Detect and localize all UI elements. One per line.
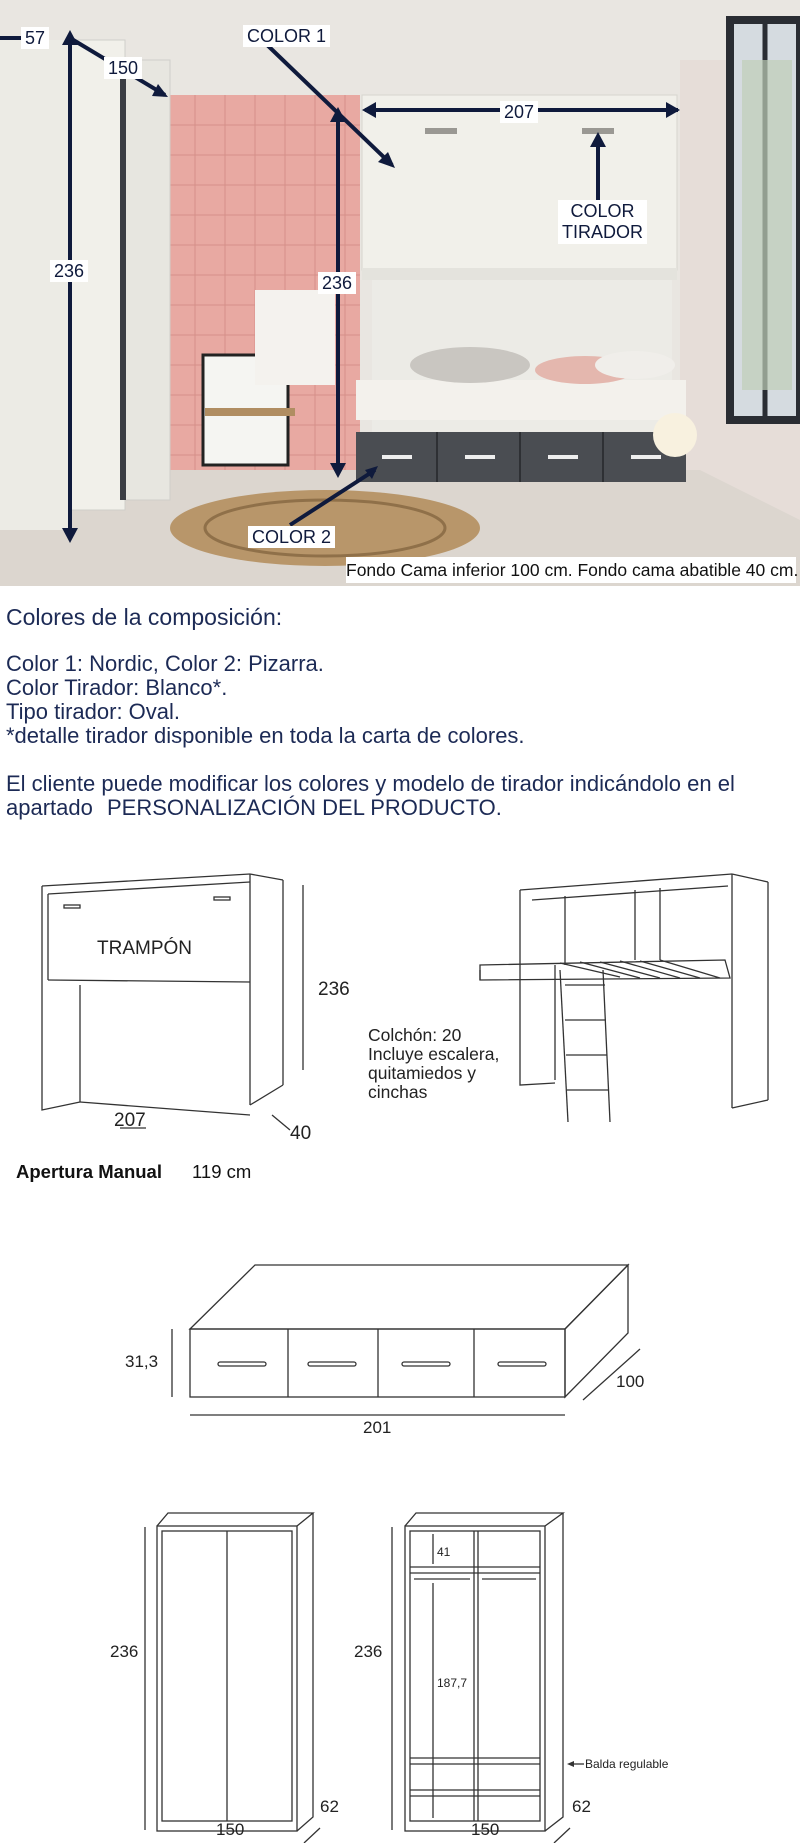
wardrobe-left-width: 150 — [216, 1820, 245, 1839]
shelf-note: Balda regulable — [585, 1757, 669, 1771]
dim-236-bed-label: 236 — [318, 272, 356, 294]
trampon-note-1: Colchón: 20 — [368, 1025, 462, 1045]
opening-label: Apertura Manual — [16, 1161, 162, 1182]
bed-base-drawing — [0, 1255, 800, 1455]
bed-depth-label: 100 — [616, 1372, 645, 1391]
trampon-notes — [368, 1026, 499, 1102]
wardrobe-right-width: 150 — [471, 1820, 500, 1839]
room-illustration — [0, 0, 800, 586]
customization-line-1: El cliente puede modificar los colores y modelo de tirador indicándolo en el — [6, 771, 735, 796]
dim-207-label: 207 — [500, 101, 538, 123]
trampon-depth-label: 40 — [290, 1123, 312, 1144]
opening-value: 119 cm — [192, 1161, 252, 1182]
dim-57-label: 57 — [21, 27, 49, 49]
wardrobe-drawings — [0, 1500, 800, 1843]
color1-label: COLOR 1 — [243, 25, 330, 47]
room-photo — [0, 0, 800, 586]
trampon-note-2: Incluye escalera, — [368, 1044, 500, 1064]
wardrobe-left-depth: 62 — [320, 1797, 339, 1816]
color2-label: COLOR 2 — [248, 526, 335, 548]
color-tirador-line2: TIRADOR — [562, 222, 643, 242]
bed-width-label: 201 — [363, 1418, 392, 1437]
trampon-height-label: 236 — [318, 979, 350, 1000]
wardrobe-right-depth: 62 — [572, 1797, 591, 1816]
customization-line-2 — [6, 796, 502, 820]
trampon-note-3: quitamiedos y — [368, 1063, 476, 1083]
customization-prefix: apartado — [6, 795, 93, 820]
wardrobe-inner-top: 41 — [437, 1545, 451, 1559]
customization-strong: PERSONALIZACIÓN DEL PRODUCTO — [106, 795, 496, 820]
composition-line-4: *detalle tirador disponible en toda la carta de colores. — [6, 723, 525, 748]
wardrobe-left-height: 236 — [110, 1642, 139, 1661]
trampon-drawings — [0, 860, 800, 1180]
trampon-panel-label: TRAMPÓN — [97, 938, 192, 959]
dim-236-wardrobe-label: 236 — [50, 260, 88, 282]
wardrobe-inner-main: 187,7 — [437, 1676, 468, 1690]
color-tirador-line1: COLOR — [570, 201, 635, 221]
dim-150-label: 150 — [104, 57, 142, 79]
photo-caption: Fondo Cama inferior 100 cm. Fondo cama abatible 40 cm. — [346, 557, 796, 583]
trampon-width-label: 207 — [114, 1110, 146, 1131]
composition-line-1: Color 1: Nordic, Color 2: Pizarra. — [6, 651, 324, 676]
wardrobe-right-height: 236 — [354, 1642, 383, 1661]
composition-line-2: Color Tirador: Blanco*. — [6, 675, 228, 700]
customization-suffix: . — [495, 795, 502, 820]
color-tirador-label — [558, 200, 647, 244]
trampon-note-4: cinchas — [368, 1082, 428, 1102]
composition-line-3: Tipo tirador: Oval. — [6, 699, 181, 724]
bed-height-label: 31,3 — [125, 1352, 159, 1371]
composition-heading: Colores de la composición: — [6, 604, 283, 630]
